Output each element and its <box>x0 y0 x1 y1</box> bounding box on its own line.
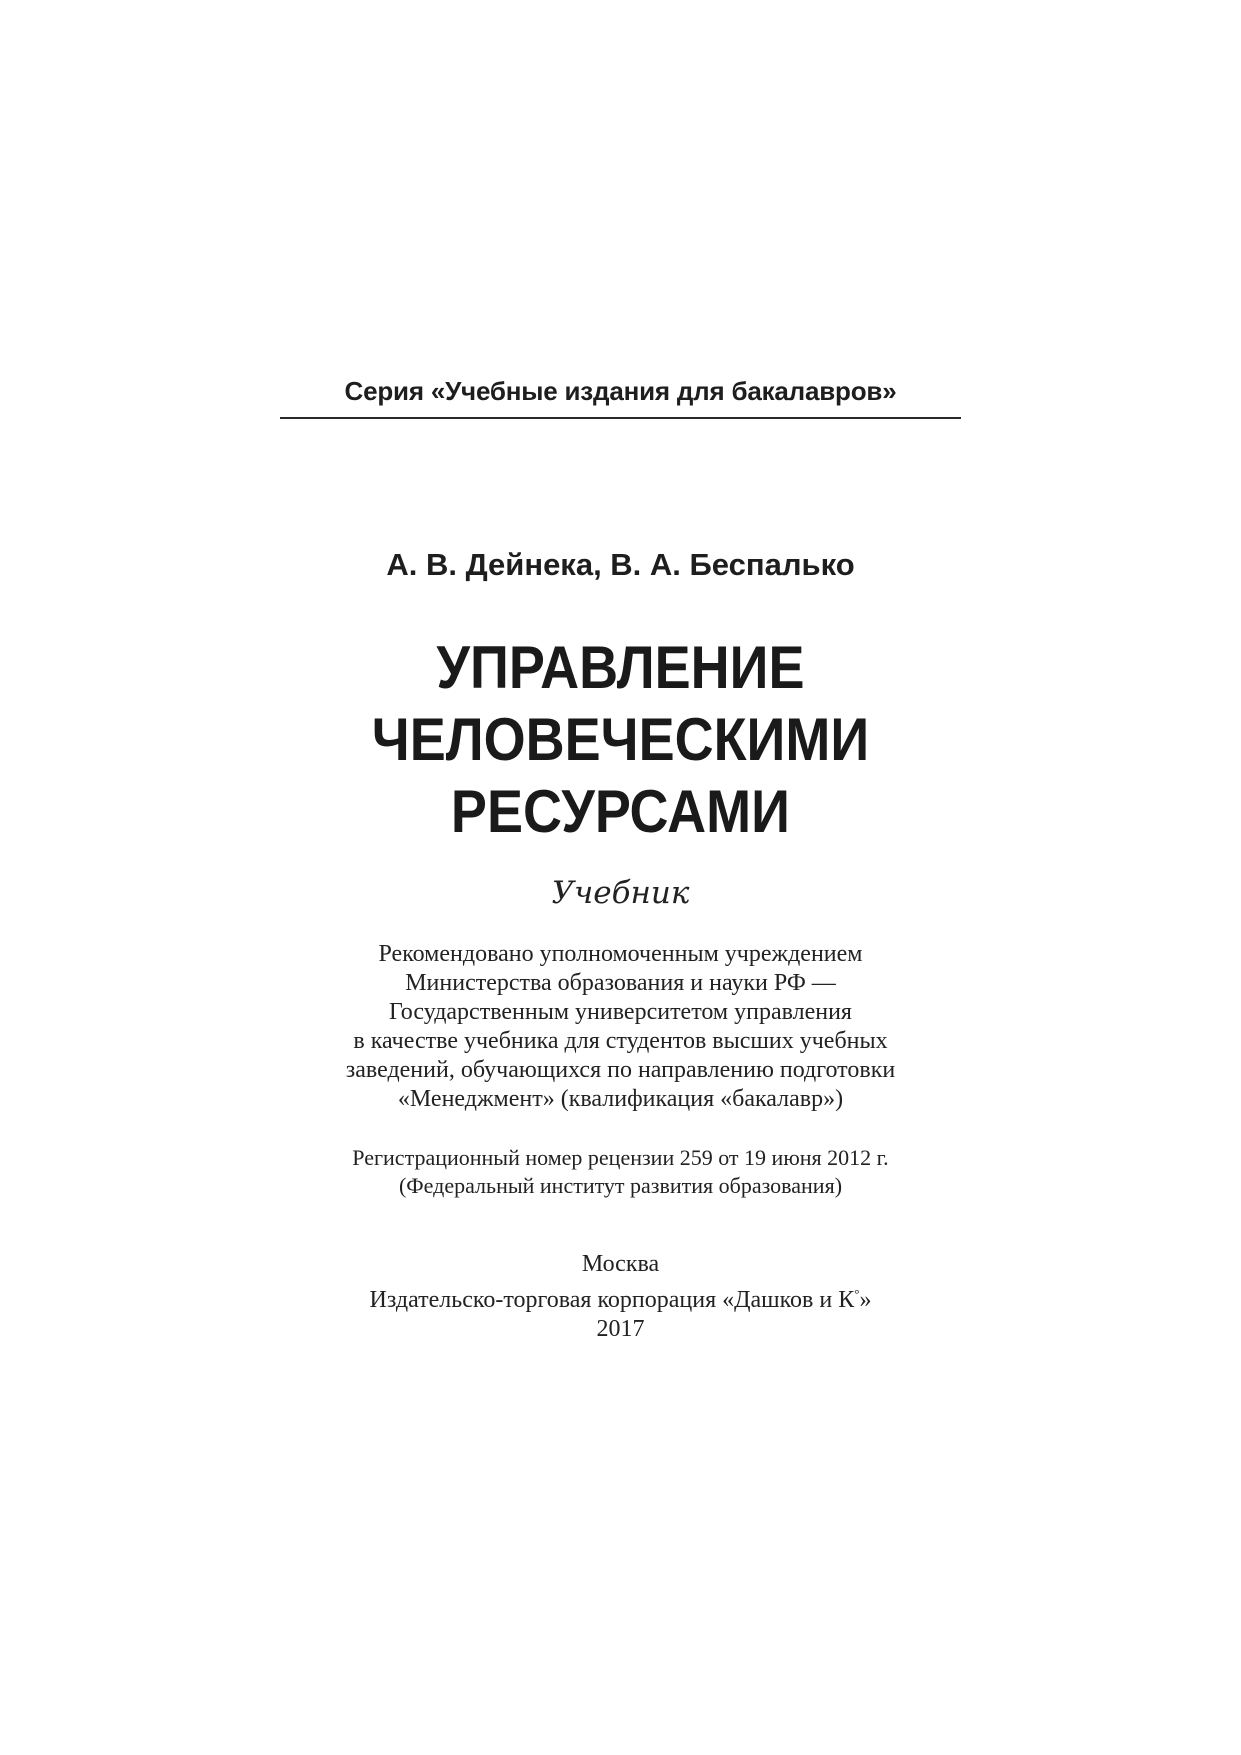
recommendation-line: «Менеджмент» (квалификация «бакалавр») <box>397 1086 844 1112</box>
registration-block <box>0 1144 1241 1200</box>
imprint-year: 2017 <box>596 1316 645 1342</box>
recommendation-line: заведений, обучающихся по направлению подготовки <box>345 1057 896 1083</box>
publisher-closing-quote: » <box>859 1287 872 1313</box>
series-title: Серия «Учебные издания для бакалавров» <box>344 376 897 406</box>
recommendation-line: Министерства образования и науки РФ — <box>405 970 836 996</box>
recommendation-line: Государственным университетом управления <box>389 999 852 1025</box>
authors: А. В. Дейнека, В. А. Беспалько <box>386 547 855 582</box>
publisher-degree-mark: ° <box>854 1286 860 1301</box>
recommendation-line: Рекомендовано уполномоченным учреждением <box>378 941 863 967</box>
recommendation-block <box>0 940 1241 1114</box>
imprint-city: Москва <box>581 1251 660 1277</box>
registration-line: Регистрационный номер рецензии 259 от 19 июня 2012 г. <box>352 1145 889 1170</box>
book-title-line: ЧЕЛОВЕЧЕСКИМИ <box>371 706 870 773</box>
publisher-name: Издательско-торговая корпорация «Дашков и К <box>369 1287 855 1313</box>
book-title-line: УПРАВЛЕНИЕ <box>436 634 805 701</box>
book-title-line: РЕСУРСАМИ <box>450 778 790 845</box>
recommendation-line: в качестве учебника для студентов высших учебных <box>353 1028 888 1054</box>
book-type: Учебник <box>551 875 690 911</box>
registration-line: (Федеральный институт развития образования) <box>398 1173 843 1198</box>
series-divider <box>280 417 961 419</box>
book-title <box>62 632 1179 848</box>
imprint-publisher <box>0 1279 1241 1315</box>
imprint-block <box>0 1250 1241 1344</box>
